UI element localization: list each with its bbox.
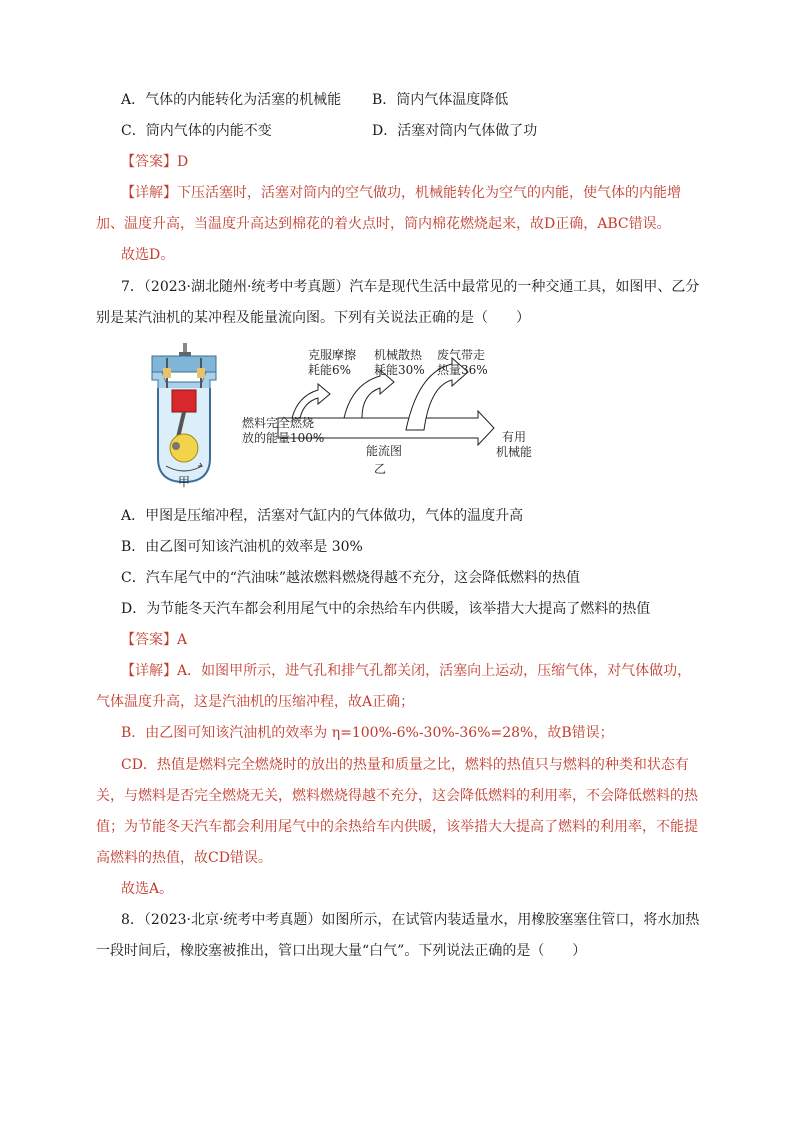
q7-detail-cd-line-1: CD．热值是燃料完全燃烧时的放出的热量和质量之比，燃料的热值只与燃料的种类和状态有 [121, 757, 689, 773]
answer-value: A [177, 632, 188, 648]
input-label [242, 416, 324, 446]
loss1-line-1: 克服摩擦 [308, 348, 357, 362]
detail-tag: 【详解】 [121, 663, 177, 679]
output-label [496, 430, 532, 460]
q7-answer [121, 630, 187, 650]
loss1-line-2: 耗能6% [308, 363, 352, 377]
flow-title: 能流图 [366, 444, 403, 458]
q7-detail-a-line-1 [121, 661, 691, 681]
answer-value: D [177, 154, 189, 170]
loss3-label [437, 348, 488, 378]
q7-detail-cd-line-4: 高燃料的热值，故CD错误。 [96, 850, 272, 866]
q7-detail-cd-line-3: 值；为节能冬天汽车都会利用尾气中的余热给车内供暖，该举措大大提高了燃料的利用率，不能提 [96, 819, 698, 835]
q7-option-d: D．为节能冬天汽车都会利用尾气中的余热给车内供暖，该举措大大提高了燃料的热值 [121, 601, 651, 617]
input-line-1: 燃料完全燃烧 [242, 416, 315, 430]
answer-tag: 【答案】 [121, 632, 177, 648]
q7-figure [148, 340, 568, 492]
q6-detail-line-2: 加、温度升高，当温度升高达到棉花的着火点时，筒内棉花燃烧起来，故D正确，ABC错误。 [96, 216, 671, 232]
q6-detail-text-1: 下压活塞时，活塞对筒内的空气做功，机械能转化为空气的内能，使气体的内能增 [177, 185, 681, 201]
q6-detail-line-1 [121, 183, 681, 203]
q7-stem-line-1: 7．（2023·湖北随州·统考中考真题）汽车是现代生活中最常见的一种交通工具，如图甲、乙分 [121, 279, 700, 295]
q8-stem-line-1: 8．（2023·北京·统考中考真题）如图所示，在试管内装适量水，用橡胶塞塞住管口，将水加热 [121, 912, 700, 928]
loss3-line-2: 热量36% [437, 363, 488, 377]
detail-tag: 【详解】 [121, 185, 177, 201]
q6-option-a: A．气体的内能转化为活塞的机械能 [121, 92, 342, 108]
q7-detail-cd-line-2: 关，与燃料是否完全燃烧无关，燃料燃烧得越不充分，这会降低燃料的利用率，不会降低燃料的热 [96, 788, 698, 804]
q6-option-b: B．筒内气体温度降低 [372, 92, 509, 108]
label-jia: 甲 [178, 475, 191, 489]
q6-choose: 故选D。 [121, 247, 175, 263]
q7-option-c: C．汽车尾气中的“汽油味”越浓燃料燃烧得越不充分，这会降低燃料的热值 [121, 570, 581, 586]
q7-detail-b: B．由乙图可知该汽油机的效率为 η=100%-6%-30%-36%=28%，故B错误； [121, 725, 614, 741]
q7-choose: 故选A。 [121, 881, 174, 897]
engine-and-energy-flow-diagram [148, 340, 568, 492]
loss3-line-1: 废气带走 [437, 348, 486, 362]
q7-detail-a-text-1: A．如图甲所示，进气孔和排气孔都关闭，活塞向上运动，压缩气体，对气体做功， [177, 663, 692, 679]
label-yi: 乙 [374, 462, 387, 476]
q7-detail-a-line-2: 气体温度升高，这是汽油机的压缩冲程，故A正确； [96, 694, 415, 710]
q8-stem-line-2: 一段时间后，橡胶塞被推出，管口出现大量“白气”。下列说法正确的是（ ） [96, 943, 587, 959]
q6-option-d: D．活塞对筒内气体做了功 [372, 123, 538, 139]
answer-tag: 【答案】 [121, 154, 177, 170]
q7-option-b: B．由乙图可知该汽油机的效率是 30% [121, 539, 363, 555]
loss2-line-2: 耗能30% [374, 363, 425, 377]
q7-option-a: A．甲图是压缩冲程，活塞对气缸内的气体做功，气体的温度升高 [121, 508, 524, 524]
loss2-label [374, 348, 425, 378]
loss2-line-1: 机械散热 [374, 348, 423, 362]
output-line-2: 机械能 [496, 445, 533, 459]
input-line-2: 放的能量100% [242, 431, 325, 445]
q6-answer [121, 152, 188, 172]
q6-option-c: C．筒内气体的内能不变 [121, 123, 272, 139]
q7-stem-line-2: 别是某汽油机的某冲程及能量流向图。下列有关说法正确的是（ ） [96, 310, 530, 326]
engine-cylinder-icon [152, 343, 216, 482]
loss1-label [308, 348, 356, 378]
output-line-1: 有用 [502, 430, 527, 444]
